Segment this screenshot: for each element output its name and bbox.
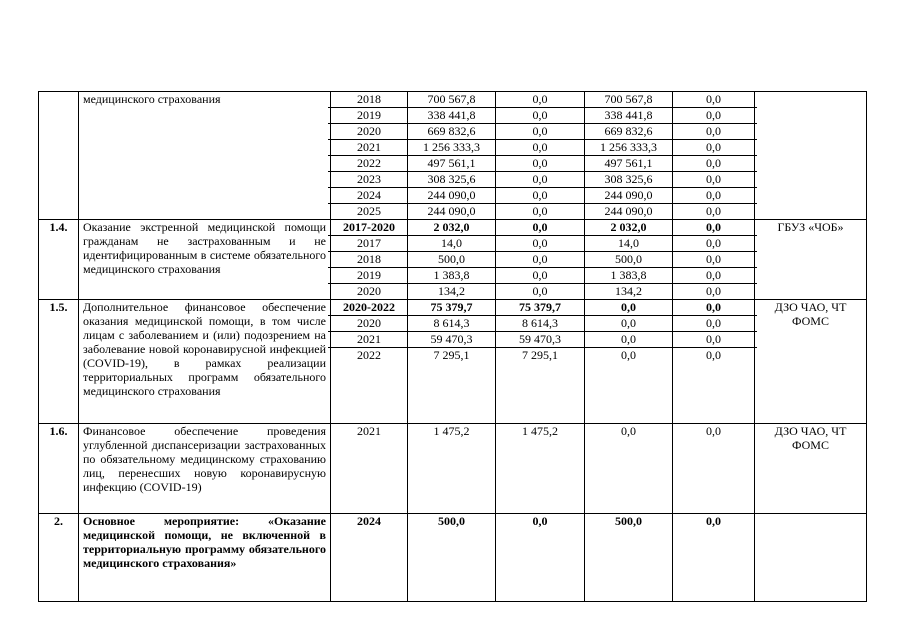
federal-cell: 0,0	[493, 252, 587, 268]
other-cell: 0,0	[670, 124, 757, 140]
responsible-cell: ДЗО ЧАО, ЧТ ФОМС	[755, 424, 867, 514]
row-number: 2.	[39, 514, 79, 602]
federal-cell: 59 470,3	[493, 332, 587, 348]
other-cell: 0,0	[670, 268, 757, 284]
other-cell: 0,0	[670, 108, 757, 124]
year-cell: 2025	[357, 204, 381, 218]
year-column-cell	[331, 92, 408, 220]
row-number: 1.5.	[39, 300, 79, 424]
year-cell: 2024	[357, 514, 381, 528]
year-cell: 2019	[328, 268, 410, 284]
total-cell: 700 567,8	[405, 92, 498, 108]
total-column-cell	[408, 300, 496, 424]
other-cell: 0,0	[670, 332, 757, 348]
responsible-cell: ГБУЗ «ЧОБ»	[755, 220, 867, 300]
federal-column-cell	[496, 424, 585, 514]
row-description: Финансовое обеспечение проведения углубленной диспансеризации застрахованных по обязательному медицинскому страхованию лиц, перенесших новую коронавирусную инфекцию (COVID-19)	[79, 424, 331, 514]
total-cell: 1 475,2	[433, 424, 470, 438]
year-cell: 2017-2020	[328, 220, 410, 236]
year-cell: 2023	[328, 172, 410, 188]
total-cell: 7 295,1	[433, 348, 470, 362]
table-body	[39, 92, 867, 602]
program-table	[38, 91, 867, 602]
federal-cell: 0,0	[532, 204, 548, 218]
federal-cell: 0,0	[532, 284, 548, 298]
regional-cell: 244 090,0	[582, 188, 675, 204]
total-cell: 338 441,8	[405, 108, 498, 124]
regional-cell: 244 090,0	[604, 204, 653, 218]
regional-column-cell	[585, 514, 673, 602]
regional-cell: 500,0	[615, 514, 642, 528]
regional-cell: 0,0	[621, 424, 636, 438]
other-column-cell	[673, 514, 755, 602]
row-number	[39, 92, 79, 220]
row-description: Основное мероприятие: «Оказание медицинской помощи, не включенной в территориальную программу обязательного медицинского страхования»	[79, 514, 331, 602]
other-cell: 0,0	[670, 316, 757, 332]
other-cell: 0,0	[706, 348, 721, 362]
other-cell: 0,0	[670, 300, 757, 316]
regional-cell: 669 832,6	[582, 124, 675, 140]
federal-cell: 0,0	[493, 108, 587, 124]
row-number: 1.6.	[39, 424, 79, 514]
total-cell: 244 090,0	[405, 188, 498, 204]
other-cell: 0,0	[670, 92, 757, 108]
regional-column-cell	[585, 92, 673, 220]
year-cell: 2019	[328, 108, 410, 124]
federal-column-cell	[496, 92, 585, 220]
regional-cell: 2 032,0	[582, 220, 675, 236]
federal-cell: 75 379,7	[493, 300, 587, 316]
regional-cell: 700 567,8	[582, 92, 675, 108]
federal-cell: 0,0	[493, 220, 587, 236]
regional-cell: 1 383,8	[582, 268, 675, 284]
regional-column-cell	[585, 220, 673, 300]
total-cell: 669 832,6	[405, 124, 498, 140]
year-column-cell	[331, 300, 408, 424]
other-cell: 0,0	[706, 424, 721, 438]
total-cell: 59 470,3	[405, 332, 498, 348]
total-cell: 8 614,3	[405, 316, 498, 332]
federal-cell: 0,0	[493, 140, 587, 156]
total-cell: 1 256 333,3	[405, 140, 498, 156]
year-column-cell	[331, 220, 408, 300]
other-column-cell	[673, 300, 755, 424]
federal-cell: 7 295,1	[522, 348, 558, 362]
total-cell: 244 090,0	[427, 204, 476, 218]
year-cell: 2020	[328, 124, 410, 140]
responsible-cell	[755, 514, 867, 602]
row-description: Оказание экстренной медицинской помощи гражданам не застрахованным и не идентифицированным в системе обязательного медицинского страхования	[79, 220, 331, 300]
federal-cell: 0,0	[493, 124, 587, 140]
regional-cell: 308 325,6	[582, 172, 675, 188]
federal-cell: 0,0	[532, 514, 548, 528]
regional-cell: 134,2	[615, 284, 642, 298]
regional-cell: 0,0	[621, 348, 636, 362]
regional-cell: 497 561,1	[582, 156, 675, 172]
year-cell: 2020-2022	[328, 300, 410, 316]
regional-cell: 0,0	[582, 332, 675, 348]
regional-cell: 338 441,8	[582, 108, 675, 124]
other-cell: 0,0	[706, 204, 721, 218]
year-cell: 2021	[328, 140, 410, 156]
federal-cell: 0,0	[493, 92, 587, 108]
table-row	[39, 220, 867, 300]
federal-cell: 0,0	[493, 236, 587, 252]
other-cell: 0,0	[670, 252, 757, 268]
other-column-cell	[673, 92, 755, 220]
other-cell: 0,0	[670, 172, 757, 188]
table-row	[39, 92, 867, 220]
year-cell: 2022	[328, 156, 410, 172]
table-row	[39, 514, 867, 602]
year-column-cell	[331, 424, 408, 514]
other-cell: 0,0	[706, 514, 721, 528]
regional-cell: 1 256 333,3	[582, 140, 675, 156]
year-cell: 2017	[328, 236, 410, 252]
total-cell: 1 383,8	[405, 268, 498, 284]
document-page	[38, 91, 867, 602]
federal-cell: 0,0	[493, 188, 587, 204]
regional-column-cell	[585, 300, 673, 424]
total-column-cell	[408, 92, 496, 220]
year-cell: 2024	[328, 188, 410, 204]
federal-column-cell	[496, 220, 585, 300]
table-row	[39, 424, 867, 514]
year-cell: 2021	[328, 332, 410, 348]
federal-cell: 0,0	[493, 156, 587, 172]
year-cell: 2021	[357, 424, 381, 438]
year-cell: 2018	[328, 92, 410, 108]
other-cell: 0,0	[706, 284, 721, 298]
other-cell: 0,0	[670, 140, 757, 156]
total-cell: 500,0	[405, 252, 498, 268]
row-description: медицинского страхования	[79, 92, 331, 220]
total-column-cell	[408, 514, 496, 602]
federal-column-cell	[496, 514, 585, 602]
responsible-cell	[755, 92, 867, 220]
responsible-cell: ДЗО ЧАО, ЧТ ФОМС	[755, 300, 867, 424]
regional-column-cell	[585, 424, 673, 514]
federal-cell: 8 614,3	[493, 316, 587, 332]
total-cell: 500,0	[438, 514, 465, 528]
federal-cell: 0,0	[493, 268, 587, 284]
federal-cell: 0,0	[493, 172, 587, 188]
total-cell: 308 325,6	[405, 172, 498, 188]
total-cell: 75 379,7	[405, 300, 498, 316]
year-cell: 2020	[328, 316, 410, 332]
total-column-cell	[408, 424, 496, 514]
total-cell: 134,2	[438, 284, 465, 298]
total-cell: 14,0	[405, 236, 498, 252]
table-row	[39, 300, 867, 424]
regional-cell: 14,0	[582, 236, 675, 252]
federal-cell: 1 475,2	[522, 424, 558, 438]
row-description: Дополнительное финансовое обеспечение оказания медицинской помощи, в том числе лицам с заболеванием и (или) подозрением на заболевание новой коронавирусной инфекцией (COVID-19), в рамках реализации территориальных программ обязательного медицинского страхования	[79, 300, 331, 424]
year-cell: 2020	[357, 284, 381, 298]
total-cell: 497 561,1	[405, 156, 498, 172]
federal-column-cell	[496, 300, 585, 424]
other-cell: 0,0	[670, 236, 757, 252]
other-column-cell	[673, 220, 755, 300]
total-cell: 2 032,0	[405, 220, 498, 236]
other-cell: 0,0	[670, 220, 757, 236]
year-cell: 2022	[357, 348, 381, 362]
total-column-cell	[408, 220, 496, 300]
year-cell: 2018	[328, 252, 410, 268]
regional-cell: 0,0	[582, 300, 675, 316]
other-cell: 0,0	[670, 156, 757, 172]
row-number: 1.4.	[39, 220, 79, 300]
other-cell: 0,0	[670, 188, 757, 204]
other-column-cell	[673, 424, 755, 514]
year-column-cell	[331, 514, 408, 602]
regional-cell: 500,0	[582, 252, 675, 268]
regional-cell: 0,0	[582, 316, 675, 332]
